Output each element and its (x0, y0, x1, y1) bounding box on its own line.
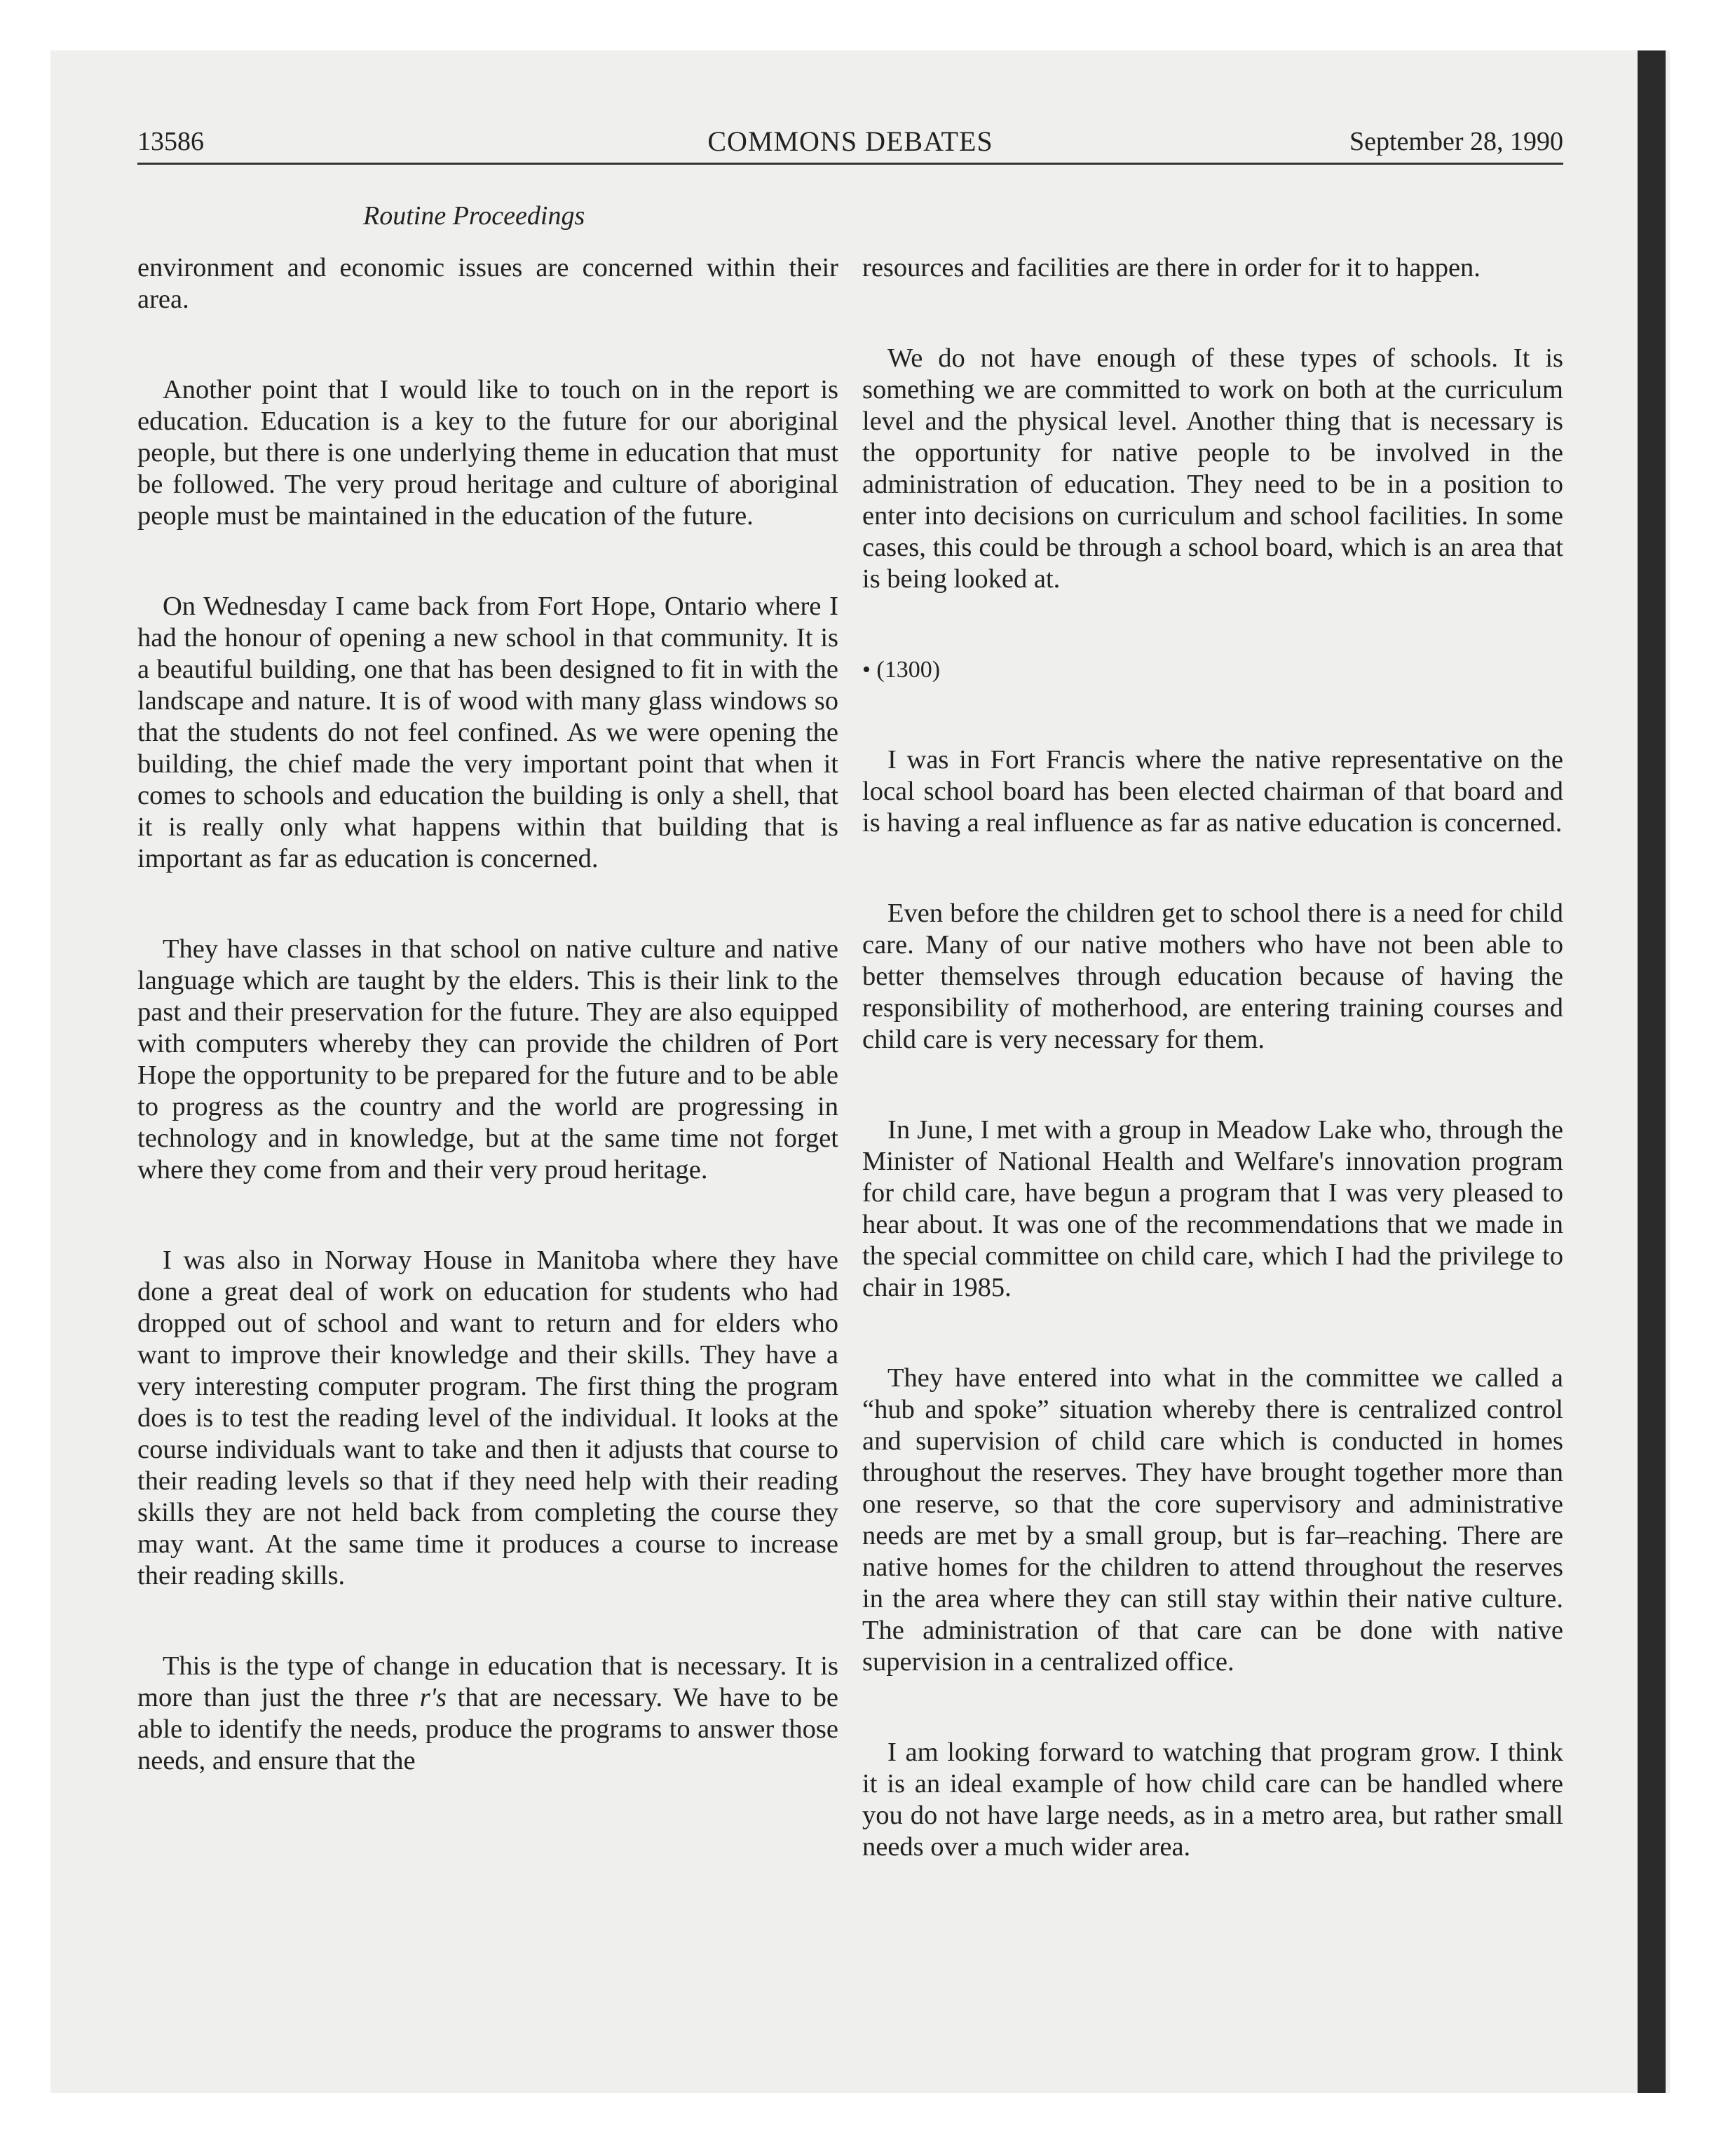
section-label: Routine Proceedings (363, 201, 585, 231)
page-number: 13586 (137, 127, 204, 156)
paragraph: They have entered into what in the committee we called a “hub and spoke” situation whereby there is centralized control and supervision of child care which is conducted in homes throughout the reserves. They have brought together more than one reserve, so that the core supervisory and administrative needs are met by a small group, but is far–reaching. There are native homes for the children to attend throughout the reserves in the area where they can still stay within their native culture. The administration of that care can be done with native supervision in a centralized office. (862, 1363, 1563, 1677)
running-header (137, 121, 1563, 165)
paragraph (137, 1651, 838, 1777)
paragraph: environment and economic issues are concerned within their area. (137, 253, 838, 314)
paragraph: I am looking forward to watching that program grow. I think it is an ideal example of how child care can be handled where you do not have large needs, as in a metro area, but rather small needs over a much wider area. (862, 1738, 1563, 1862)
paragraph: resources and facilities are there in order for it to happen. (862, 253, 1481, 282)
paragraph-text: that are necessary. We have to be able to identify the needs, produce the programs to answer those needs, and ensure that the (137, 1683, 838, 1775)
paragraph-text: This is the type of change in education that is necessary. It is more than just the three (137, 1651, 838, 1712)
paragraph: Another point that I would like to touch on in the report is education. Education is a key to the future for our aboriginal people, but there is one underlying theme in education that must be followed. The very proud heritage and culture of aboriginal people must be maintained in the education of the future. (137, 375, 838, 531)
paragraph: Even before the children get to school there is a need for child care. Many of our native mothers who have not been able to better themselves through education because of having the responsibility of motherhood, are entering training courses and child care is very necessary for them. (862, 899, 1563, 1054)
paragraph: I was also in Norway House in Manitoba where they have done a great deal of work on education for students who had dropped out of school and want to return and for elders who want to improve their knowledge and their skills. They have a very interesting computer program. The first thing the program does is to test the reading level of the individual. It looks at the course individuals want to take and then it adjusts that course to their reading levels so that if they need help with their reading skills they are not held back from completing the course they may want. At the same time it produces a course to increase their reading skills. (137, 1246, 838, 1590)
time-marker: • (1300) (862, 657, 941, 683)
paragraph: On Wednesday I came back from Fort Hope, Ontario where I had the honour of opening a new school in that community. It is a beautiful building, one that has been designed to fit in with the landscape and nature. It is of wood with many glass windows so that the students do not feel confined. As we were opening the building, the chief made the very important point that when it comes to schools and education the building is only a shell, that it is really only what happens within that building that is important as far as education is concerned. (137, 592, 838, 873)
paragraph: We do not have enough of these types of schools. It is something we are committed to work on both at the curriculum level and the physical level. Another thing that is necessary is the opportunity for native people to be involved in the administration of education. They need to be in a position to enter into decisions on curriculum and school facilities. In some cases, this could be through a school board, which is an area that is being looked at. (862, 343, 1563, 594)
paragraph: They have classes in that school on native culture and native language which are taught by the elders. This is their link to the past and their preservation for the future. They are also equipped with computers whereby they can provide the children of Port Hope the opportunity to be prepared for the future and to be able to progress as the country and the world are progressing in technology and in knowledge, but at the same time not forget where they come from and their very proud heritage. (137, 934, 838, 1185)
journal-title: COMMONS DEBATES (707, 125, 993, 157)
right-column (862, 252, 1563, 1922)
italic-term: r's (419, 1683, 447, 1712)
paragraph: In June, I met with a group in Meadow Lake who, through the Minister of National Health and Welfare's innovation program for child care, have begun a program that I was very pleased to hear about. It was one of the recommendations that we made in the special committee on child care, which I had the privilege to chair in 1985. (862, 1115, 1563, 1302)
paragraph: I was in Fort Francis where the native representative on the local school board has been elected chairman of that board and is having a real influence as far as native education is concerned. (862, 745, 1563, 838)
header-date: September 28, 1990 (1349, 127, 1563, 156)
left-column (137, 252, 838, 1836)
